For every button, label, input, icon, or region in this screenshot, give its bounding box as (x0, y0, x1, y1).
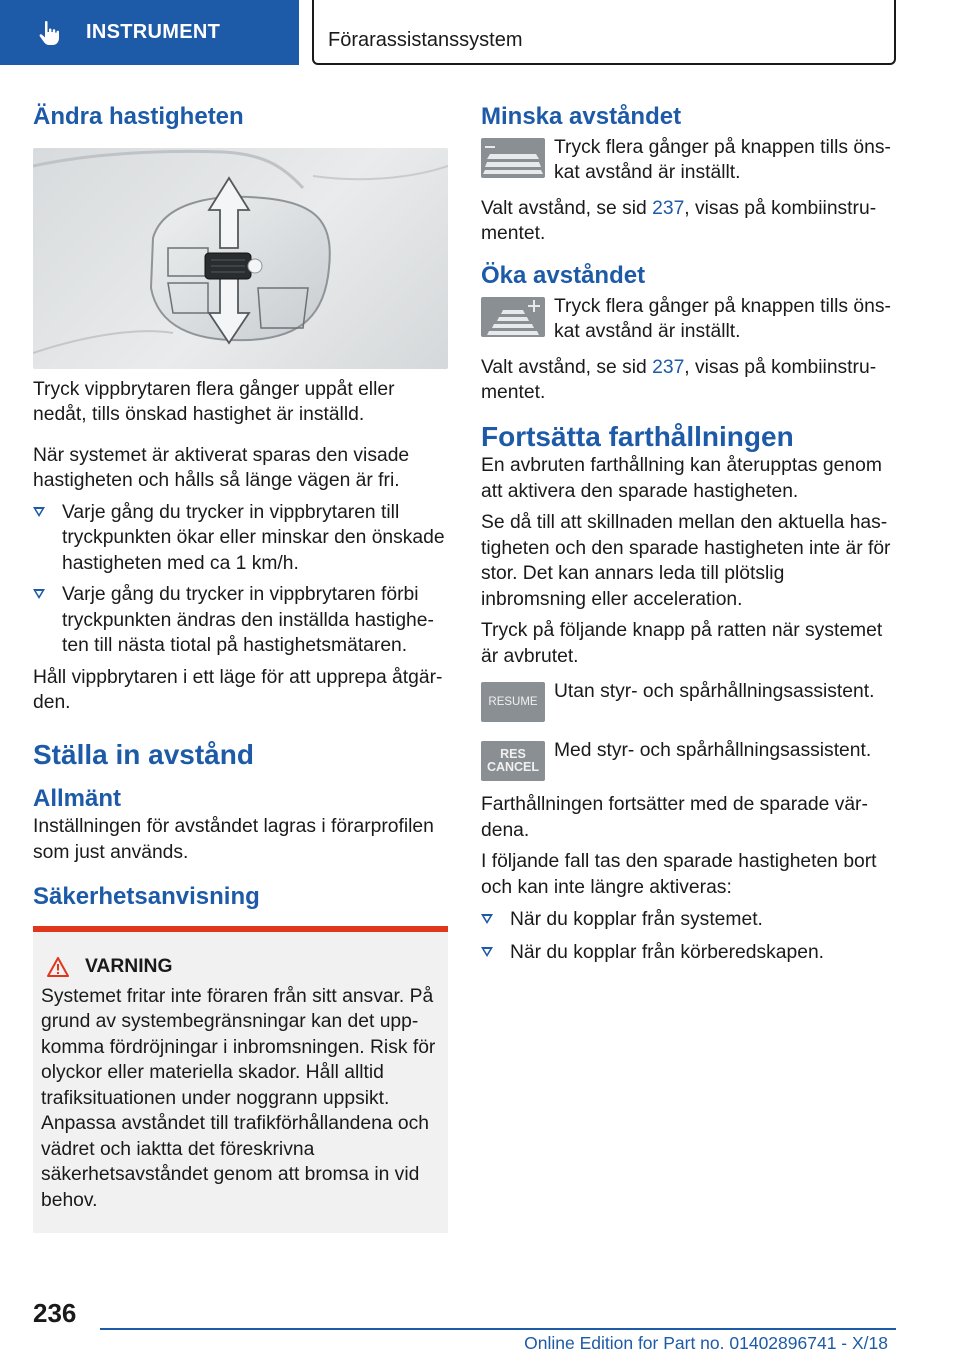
heading-resume-cruise: Fortsätta farthållningen (481, 420, 794, 452)
paragraph-press-button: Tryck på följande knapp på ratten när systemet är avbrutet. (481, 620, 883, 667)
heading-set-distance: Ställa in avstånd (33, 738, 254, 770)
list-item: När du kopplar från systemet. (481, 907, 891, 933)
heading-increase-distance: Öka avståndet (481, 261, 646, 289)
paragraph-continues: Farthållningen fortsätter med de sparade värdena. (481, 794, 868, 841)
heading-general: Allmänt (33, 785, 122, 813)
bullet-triangle-icon (481, 947, 493, 957)
list-item: Varje gång du trycker in vippbrytaren till tryckpunkten ökar eller minskar den önskade hastigheten med ca 1 km/h. (33, 500, 448, 577)
bullet-triangle-icon (481, 914, 493, 924)
paragraph-without-assistant: Utan styr- och spårhållningsassistent. (554, 681, 875, 703)
list-item: Varje gång du trycker in vippbrytaren förbi tryckpunkten ändras den inställda hastigheten till nästa tiotal på hastighetsmätaren. (33, 582, 448, 659)
chapter-tab-label: INSTRUMENT (86, 21, 221, 43)
heading-change-speed: Ändra hastigheten (33, 103, 244, 130)
chapter-title: Förarassistanssystem (328, 29, 523, 51)
paragraph-decrease-ref: Valt avstånd, se sid 237, visas på kombiinstrumentet. (481, 197, 877, 245)
distance-increase-button-icon (481, 297, 545, 337)
chapter-title-box (312, 0, 896, 65)
page-link[interactable]: 237 (652, 356, 685, 378)
paragraph-difference: Se då till att skillnaden mellan den aktuella hastigheten och den sparade hastigheten inte är för stor. Det kan annars leda till plötslig inbromsning eller acceleration. (481, 512, 891, 610)
res-cancel-row (481, 741, 891, 781)
page-link[interactable]: 237 (652, 197, 685, 219)
paragraph-press-rocker: Tryck vippbrytaren flera gånger uppåt eller nedåt, tills önskad hastighet är inställd. (33, 378, 395, 426)
resume-row (481, 682, 891, 722)
increase-distance-row (481, 297, 891, 345)
heading-decrease-distance: Minska avståndet (481, 103, 682, 130)
list-item: När du kopplar från körberedskapen. (481, 940, 891, 966)
bullet-triangle-icon (33, 589, 45, 599)
warning-title: VARNING (47, 956, 440, 978)
page-number: 236 (33, 1298, 77, 1328)
paragraph-decrease-press: Tryck flera gånger på knappen tills önskat avstånd är inställt. (554, 136, 891, 184)
warning-body: Systemet fritar inte föraren från sitt ansvar. På grund av systembegränsningar kan det uppkomma fördröjningar i inbromsningen. Risk för olyckor eller materiella skador. Håll alltid trafiksituationen under noggrann uppsikt. Anpassa avståndet till trafikförhållandena och vädret och iaktta det föreskrivna säkerhetsavståndet genom att bromsa in vid behov. (41, 985, 436, 1211)
paragraph-with-assistant: Med styr- och spårhållningsassistent. (554, 740, 872, 762)
res-cancel-button-icon: RES CANCEL (481, 741, 545, 781)
right-column (481, 100, 891, 965)
paragraph-hold-rocker: Håll vippbrytaren i ett läge för att upprepa åtgärden. (33, 666, 443, 714)
warning-triangle-icon (47, 957, 69, 977)
paragraph-when-active: När systemet är aktiverat sparas den visade hastigheten och hålls så länge vägen är fri. (33, 444, 410, 492)
paragraph-general: Inställningen för avståndet lagras i förarprofilen som just används. (33, 816, 434, 863)
warning-box (33, 926, 448, 1234)
paragraph-increase-ref: Valt avstånd, se sid 237, visas på kombiinstrumentet. (481, 356, 877, 404)
decrease-distance-row (481, 138, 891, 186)
distance-decrease-button-icon (481, 138, 545, 178)
paragraph-interrupted: En avbruten farthållning kan återupptas genom att aktivera den sparade hastigheten. (481, 455, 882, 502)
bullet-triangle-icon (33, 507, 45, 517)
footer-divider (100, 1328, 896, 1330)
footer-edition: Online Edition for Part no. 01402896741 - X/18 (524, 1333, 888, 1353)
paragraph-increase-press: Tryck flera gånger på knappen tills önskat avstånd är inställt. (554, 295, 891, 343)
heading-safety: Säkerhetsanvisning (33, 883, 260, 911)
resume-button-icon: RESUME (481, 682, 545, 722)
paragraph-following-cases: I följande fall tas den sparade hastigheten bort och kan inte längre aktiveras: (481, 851, 877, 898)
chapter-tab[interactable] (0, 0, 299, 65)
hand-pointer-icon (36, 19, 64, 47)
steering-wheel-rocker-image (33, 148, 448, 369)
left-column (33, 100, 448, 1233)
